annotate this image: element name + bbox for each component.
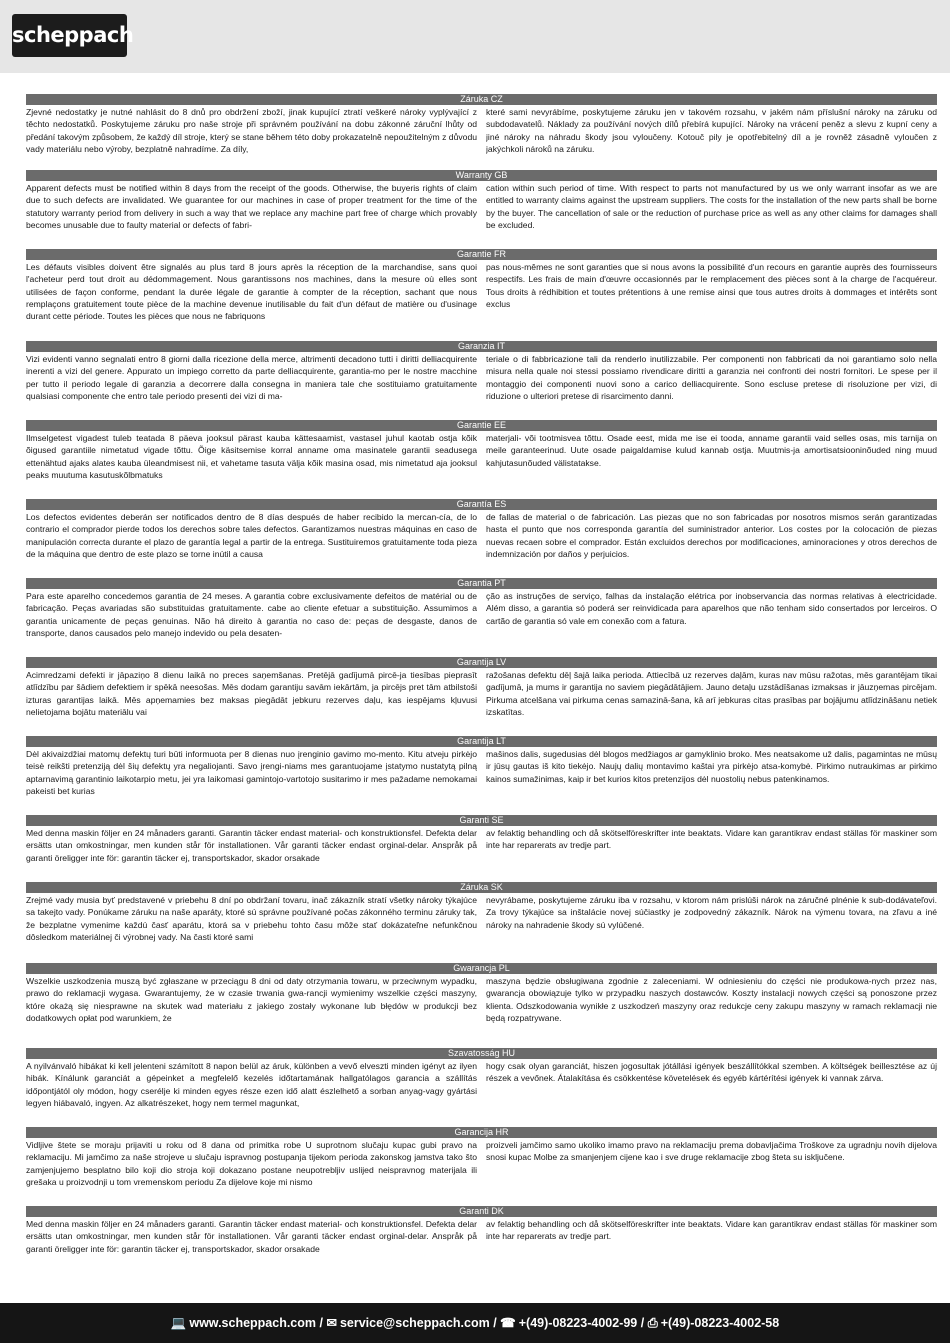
warranty-section-lv bbox=[26, 657, 937, 718]
section-text-right: av felaktig behandling och då skötselföreskrifter inte beaktats. Vidare kan garantikrav endast ställas för maskiner som inte har reparerats av tredje part. bbox=[486, 828, 937, 851]
section-title: Gwarancja PL bbox=[26, 963, 937, 974]
warranty-section-pt bbox=[26, 578, 937, 639]
section-title: Garanti SE bbox=[26, 815, 937, 826]
section-text-left: Les défauts visibles doivent être signalés au plus tard 8 jours après la réception de la marchandise, sans quoi l'acheteur perd tout droit au dédommagement. Nous garantissons nos machines, dans la mesure où elles sont utilisées de façon conforme, pendant la durée légale de garantie à compter de la réception, sachant que nous remplaçons gratuitement toute pièce de la machine devenue inutilisable du fait d'un défaut de matière ou d'usinage durant cette période. Toutes les pièces que nous ne fabriquons bbox=[26, 262, 477, 322]
section-text-right: teriale o di fabbricazione tali da renderlo inutilizzabile. Per componenti non fabbricati da noi garantiamo solo nella misura nella quale noi stessi possiamo rivendicare diritti a garanzia nei confronti dei nostri fornitori. Le spese per il montaggio dei componenti nuovi sono a carico delliacquirente. Sono escluse pretese di risoluzione per vizi, di riduzione o ulteriori pretese di risarcimento danni. bbox=[486, 354, 937, 401]
warranty-section-gb bbox=[26, 170, 937, 231]
warranty-section-hr bbox=[26, 1127, 937, 1188]
section-title: Garantía ES bbox=[26, 499, 937, 510]
warranty-section-se bbox=[26, 815, 937, 864]
section-title: Garantie EE bbox=[26, 420, 937, 431]
section-title: Garantia PT bbox=[26, 578, 937, 589]
warranty-section-ee bbox=[26, 420, 937, 481]
envelope-icon: ✉ bbox=[326, 1316, 337, 1330]
footer-bar bbox=[0, 1303, 950, 1343]
section-text-right: de fallas de material o de fabricación. Las piezas que no son fabricadas por nosotros mismos serán garantizadas hasta el punto que nos corresponda garantía del suministrador anterior. Los costes por la colocación de piezas nuevas recaen sobre el comprador. Están excluidos derechos por modificaciones, aminoraciones y otros derechos de indemnización por daños y perjuicios. bbox=[486, 512, 937, 559]
section-text-left: Dėl akivaizdžiai matomų defektų turi būti informuota per 8 dienas nuo įrenginio gavimo mo-mento. Kitu atveju pirkėjo teisė reikšti pretenziją dėl šių defektų yra negaliojanti. Savo įrengi-niams mes garantuojame įstatymo nustatytą pilną aptarnavimą garantinio laikotarpio metu, jei yra laikomasi gamintojo-vartotojo susitarimo ir mes pažadame nemokamai pakeisti bet kurias bbox=[26, 749, 477, 796]
section-text-left: Ilmselgetest vigadest tuleb teatada 8 päeva jooksul pärast kauba kättesaamist, vastasel juhul kaotab ostja kõik õigused garantiile nimetatud vigade tõttu. Õige käsitsemise korral anname oma masinatele garantii seadusega ettenähtud ajaks alates kauba üleandmisest nii, et vahetame tasuta välja kõik masina osad, mis nimetatud aja jooksul peaks muutuma kasutuskõlbmatuks bbox=[26, 433, 477, 480]
section-title: Garantie FR bbox=[26, 249, 937, 260]
separator: / bbox=[493, 1316, 497, 1330]
section-text-right: cation within such period of time. With respect to parts not manufactured by us we only warrant insofar as we are entitled to warranty claims against the upstream suppliers. The costs for the installation of the new parts shall be borne by the buyer. The cancellation of sale or the reduction of purchase price as well as any other claims for damages shall be excluded. bbox=[486, 183, 937, 230]
section-text-left: Apparent defects must be notified within 8 days from the receipt of the goods. Otherwise, the buyeris rights of claim due to such defects are invalidated. We guarantee for our machines in case of proper treatment for the time of the statutory warranty period from delivery in such a way that we replace any machine part free of charge which provably becomes unusable due to faulty material or defects of fabri- bbox=[26, 183, 477, 230]
section-title: Záruka SK bbox=[26, 882, 937, 893]
section-text-right: které sami nevyrábíme, poskytujeme záruku jen v takovém rozsahu, v jakém nám příslušní nároky na záruku od subdodavatelů. Náklady za používání nových dílů přebírá kupující. Nároky na vrácení peněz a slevu z kupní ceny a jiné nároky na náhradu škody jsou vyloučeny. Kotouč pily je opotřebitelný díl a je rovněž zásadně vyloučen z jakýchkoli nároků na záruku. bbox=[486, 107, 937, 154]
phone-icon: ☎ bbox=[500, 1316, 516, 1330]
warranty-section-pl bbox=[26, 963, 937, 1024]
section-text-left: Med denna maskin följer en 24 månaders garanti. Garantin täcker endast material- och konstruktionsfel. Defekta delar ersätts utan omkostningar, men kunden står för installationen. Vår garanti täcker endast orginal-delar. Anspråk på garanti öreligger inte för: garantin täcker ej, transportskador, skador orsakade bbox=[26, 828, 477, 863]
website-link[interactable]: www.scheppach.com bbox=[189, 1316, 317, 1330]
fax-number: +(49)-08223-4002-58 bbox=[660, 1316, 780, 1330]
section-text-left: Para este aparelho concedemos garantia de 24 meses. A garantia cobre exclusivamente defeitos de matérial ou de fabricação. Peças avariadas são substituidas gratuitamente. cabe ao cliente efetuar a substituição. Assumimos a garantia unicamente de peças genuinas. Não há direito à garantia no caso de: peças de desgaste, danos de transporte, danos causados pelo manejo indevido ou pela desaten- bbox=[26, 591, 477, 638]
section-text-right: ražošanas defektu dēļ šajā laika perioda. Attiecībā uz rezerves daļām, kuras nav mūsu ražotas, mēs garantējam tikai gadījumā, ja mums ir garantija no saviem piegādātājiem. Jauno detaļu uzstādīšanas izmaksas ir jāuzņemas pircējam. Pirkuma atcelšana vai pirkuma cenas samazinā-šana, kā arī jebkuras citas prasības par bojājumu atlīdzināšanu netiek izskatītas. bbox=[486, 670, 937, 717]
section-text-left: Vizi evidenti vanno segnalati entro 8 giorni dalla ricezione della merce, altrimenti decadono tutti i diritti delliacquirente inerenti a vizi del genere. Appurato un impiego corretto da parte delliacquirente, garantia-mo per le nostre macchine per tutto il periodo legale di garanzia a decorrere dalla consegna in maniera tale che sostituiamo gratuitamente qualsiasi componente che entro tale periodo presenti dei vizi di ma- bbox=[26, 354, 477, 401]
separator: / bbox=[640, 1316, 645, 1330]
section-text-right: mašinos dalis, sugedusias dėl blogos medžiagos ar gamyklinio broko. Mes neatsakome už dalis, pagamintas ne mūsų ir jūsų gautas iš kito tiekėjo. Naujų dalių montavimo kaštai yra pirkėjo atsa-komybė. Pirkimo nutraukimas ar pirkimo kainos sumažinimas, kaip ir bet kurios kitos pretenzijos dėl nuostolių nebus patenkinamos. bbox=[486, 749, 937, 784]
contact-line bbox=[0, 1303, 950, 1343]
section-text-left: Wszelkie uszkodzenia muszą być zgłaszane w przeciągu 8 dni od daty otrzymania towaru, w przeciwnym wypadku, prawo do reklamacji wygasa. Gwarantujemy, że w czasie trwania gwa-rancji wymienimy wszelkie części maszyny, które okażą się niesprawne na skutek wad materiału z jakiego zostały wykonane lub błędów w produkcji bez dodatkowych opłat pod warunkiem, że bbox=[26, 976, 477, 1023]
section-text-left: A nyilvánvaló hibákat ki kell jelenteni számított 8 napon belül az áruk, különben a vevő elveszti minden igényt az ilyen hibák. Kínálunk garanciát a gépeinket a megfelelő kezelés időtartamának hallgatólagos garancia a szállítás időpontjától oly módon, hogy cserélje ki minden egyes része ezen idő alatt észlelhető a sorban anyag-vagy gyártási legyen hiábavaló, ingyen. Az alkatrészeket, hogy nem termel magunkat, bbox=[26, 1061, 477, 1108]
brand-logo: scheppach bbox=[12, 14, 127, 57]
warranty-section-dk bbox=[26, 1206, 937, 1255]
section-text-left: Zrejmé vady musia byť predstavené v priebehu 8 dní po obdržaní tovaru, inač zákazník stratí všetky nároky týkajúce sa takejto vady. Ponúkame záruku na naše aparáty, ktoré sú správne používané počas zákonného terminu záruky tak, že bezplatne vymenime každú časť aparátu, ktorá sa v priebehu tohto času môže stať dokázateľne nefunkčnou dôsledkom materiálnej či výrobnej vady. Na časti ktoré sami bbox=[26, 895, 477, 942]
warranty-section-it bbox=[26, 341, 937, 402]
section-title: Garanti DK bbox=[26, 1206, 937, 1217]
section-text-left: Acimredzami defekti ir jāpaziņo 8 dienu laikā no preces saņemšanas. Pretējā gadījumā pircē-ja tiesības pieprasīt atlīdzību par šādiem defektiem ir spēkā neesošas. Mēs dodam garantiju savām iekārtām, ja pircējs pret tām atbilstoši izturas garantijas laikā. Mēs apņemamies bez maksas piegādāt jebkuru rezerves daļu, kas iespējams kļuvusi nelietojama bojātu materiālu vai bbox=[26, 670, 477, 717]
section-text-right: maszyna będzie obsługiwana zgodnie z zaleceniami. W odniesieniu do części nie produkowa-nych przez nas, gwarancja obowiązuje tylko w przypadku naszych dostawców. Koszty instalacji nowych części są ponoszone przez klienta. Odszkodowania wynikłe z uszkodzeń maszyny oraz redukcje ceny zakupu maszyny w ramach reklamacji nie będą rozpatrywane. bbox=[486, 976, 937, 1023]
section-title: Garancija HR bbox=[26, 1127, 937, 1138]
section-title: Garantija LT bbox=[26, 736, 937, 747]
section-text-left: Los defectos evidentes deberán ser notificados dentro de 8 días después de haber recibido la mercan-cía, de lo contrario el comprador pierde todos los derechos sobre tales defectos. Garantizamos nuestras máquinas en caso de manipulación correcta durante el plazo de garantía legal a partir de la entrega. Sustituiremos gratuitamente toda pieza de la máquina que dentro de este plazo se torne inútil a causa bbox=[26, 512, 477, 559]
section-title: Szavatosság HU bbox=[26, 1048, 937, 1059]
fax-icon: ⎙ bbox=[647, 1316, 658, 1330]
warranty-section-hu bbox=[26, 1048, 937, 1109]
warranty-section-lt bbox=[26, 736, 937, 797]
section-text-left: Vidljive štete se moraju prijaviti u roku od 8 dana od primitka robe U suprotnom slučaju kupac gubi pravo na reklamaciju. Mi jamčimo za naše strojeve u slučaju ispravnog postupanja tijekom perioda zakonskog jamstva tako što zamjenjujemo besplatno bilo koji dio stroja koji dokazano postane neupotrebljiv uslijed neispravnog materijala ili grešaka u proizvodnji u tom vremenskom periodu Za dijelove koje mi nismo bbox=[26, 1140, 477, 1187]
section-text-right: av felaktig behandling och då skötselföreskrifter inte beaktats. Vidare kan garantikrav endast ställas för maskiner som inte har reparerats av tredje part. bbox=[486, 1219, 937, 1242]
section-text-right: nevyrábame, poskytujeme záruku iba v rozsahu, v ktorom nám prislúši nárok na záručné plnénie k sub-dodávateľovi. Za trovy týkajúce sa inštalácie novej súčiastky je zodpovedný zákazník. Nárok na výmenu tovara, na zľavu a iné nároky na nahradenie škody sú vylúčené. bbox=[486, 895, 937, 930]
section-text-right: ção as instruções de serviço, falhas da instalação elétrica por inobservancia das normas relativas à electricidade. Além disso, a garantia só poderá ser reinvidicada para aparelhos que não tenham sido consertados por lerceiros. O cartão de garantia só vale em conexão com a fatura. bbox=[486, 591, 937, 626]
section-text-right: pas nous-mêmes ne sont garanties que si nous avons la possibilité d'un recours en garantie auprès des fournisseurs respectifs. Les frais de main d'œuvre occasionnés par le remplacement des pièces sont à la charge de l'acquéreur. Tous droits à rédhibition et toutes prétentions à une remise ainsi que tous autres droits à dommages et intérêts sont exclus bbox=[486, 262, 937, 309]
section-title: Záruka CZ bbox=[26, 94, 937, 105]
section-text-right: proizveli jamčimo samo ukoliko imamo pravo na reklamaciju prema dobavljačima Troškove za ugradnju novih dijelova snosi kupac Molbe za smanjenjem cijene kao i sve druge reklamacije zbog šteta su isključene. bbox=[486, 1140, 937, 1163]
section-text-right: hogy csak olyan garanciát, hiszen jogosultak jótállási igények beszállítókkal szemben. A költségek beillesztése az új részek a vevőnek. Átalakítása és csökkentése követelések és egyéb kártérítési igények ki vannak zárva. bbox=[486, 1061, 937, 1084]
section-text-left: Zjevné nedostatky je nutné nahlásit do 8 dnů pro obdržení zboží, jinak kupující ztratí veškeré nároky vyplývající z těchto nedostatků. Poskytujeme záruku pro naše stroje při správném používání na dobu zákonné záruční lhůty od předání takovým způsobem, že každý díl stroje, který se stane během této doby prokazatelně nepoužitelným z důvodu vady materiálu nebo výroby, bezplatně nahradíme. Za díly, bbox=[26, 107, 477, 154]
warranty-section-es bbox=[26, 499, 937, 560]
section-text-right: materjali- või tootmisvea tõttu. Osade eest, mida me ise ei tooda, anname garantii vaid selles osas, mis tarnija on meile garanteerinud. Uute osade paigaldamise kulud kannab ostja. Muutmis-ja amortisatsiooninõuded ning muud kahjutasunõuded välistatakse. bbox=[486, 433, 937, 468]
separator: / bbox=[319, 1316, 323, 1330]
section-title: Warranty GB bbox=[26, 170, 937, 181]
header-bar bbox=[0, 0, 950, 73]
warranty-section-fr bbox=[26, 249, 937, 322]
phone-number: +(49)-08223-4002-99 bbox=[518, 1316, 638, 1330]
section-title: Garanzia IT bbox=[26, 341, 937, 352]
computer-icon: 💻 bbox=[170, 1316, 187, 1330]
warranty-section-cz bbox=[26, 94, 937, 155]
section-title: Garantija LV bbox=[26, 657, 937, 668]
email-link[interactable]: service@scheppach.com bbox=[339, 1316, 490, 1330]
warranty-section-sk bbox=[26, 882, 937, 943]
section-text-left: Med denna maskin följer en 24 månaders garanti. Garantin täcker endast material- och konstruktionsfel. Defekta delar ersätts utan omkostningar, men kunden står för installationen. Vår garanti täcker endast orginal-delar. Anspråk på garanti öreligger inte för: garantin täcker ej, transportskador, skador orsakade bbox=[26, 1219, 477, 1254]
